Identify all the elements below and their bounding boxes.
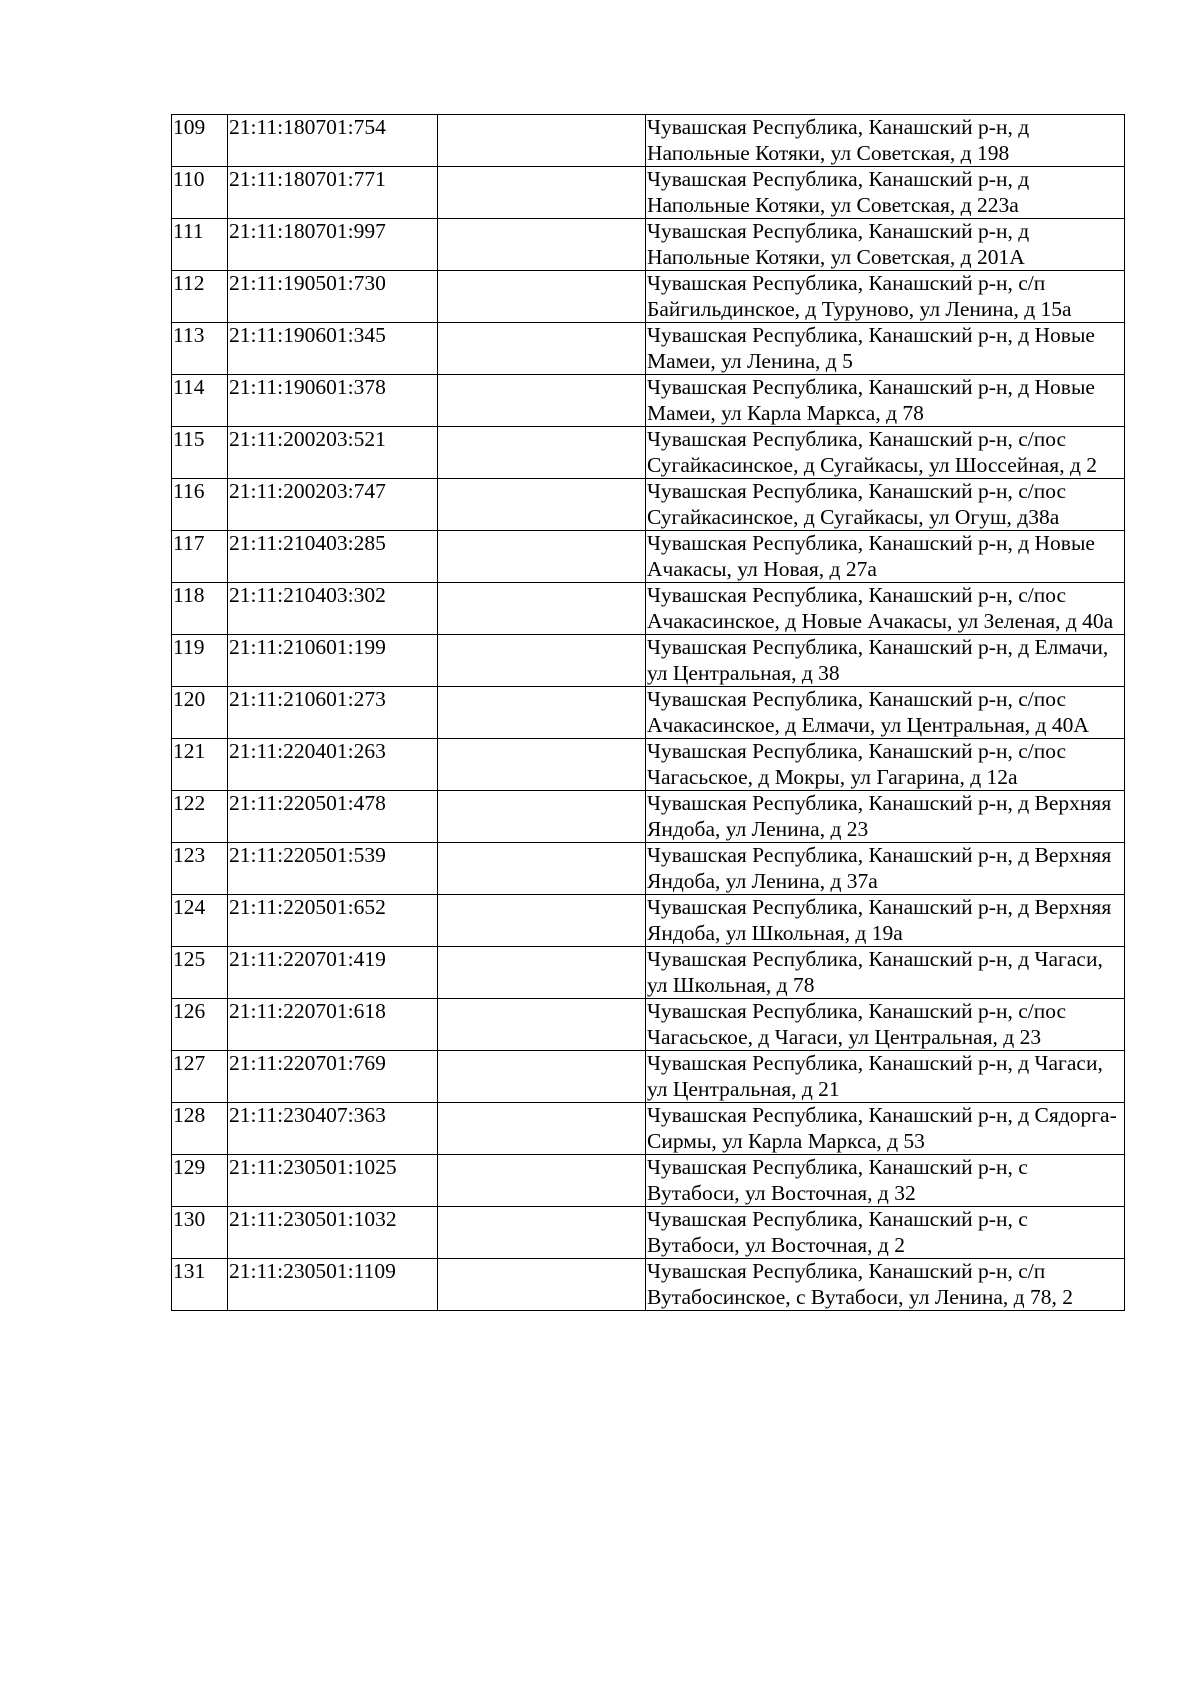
row-number-cell: 115 — [172, 427, 228, 479]
cadastral-number-cell: 21:11:210601:273 — [228, 687, 438, 739]
cadastral-number-cell: 21:11:230501:1025 — [228, 1155, 438, 1207]
row-number-cell: 117 — [172, 531, 228, 583]
cadastral-number-cell: 21:11:220401:263 — [228, 739, 438, 791]
row-number-cell: 111 — [172, 219, 228, 271]
empty-cell — [438, 167, 646, 219]
address-cell: Чувашская Республика, Канашский р-н, д Сядорга-Сирмы, ул Карла Маркса, д 53 — [646, 1103, 1125, 1155]
address-cell: Чувашская Республика, Канашский р-н, с Вутабоси, ул Восточная, д 2 — [646, 1207, 1125, 1259]
empty-cell — [438, 219, 646, 271]
address-cell: Чувашская Республика, Канашский р-н, с/пос Сугайкасинское, д Сугайкасы, ул Шоссейная, д 2 — [646, 427, 1125, 479]
cadastral-number-cell: 21:11:190601:345 — [228, 323, 438, 375]
cadastral-number-cell: 21:11:230407:363 — [228, 1103, 438, 1155]
table-row — [172, 947, 1125, 999]
row-number-cell: 123 — [172, 843, 228, 895]
cadastral-number-cell: 21:11:230501:1109 — [228, 1259, 438, 1311]
cadastral-number-cell: 21:11:190601:378 — [228, 375, 438, 427]
address-cell: Чувашская Республика, Канашский р-н, д Новые Мамеи, ул Ленина, д 5 — [646, 323, 1125, 375]
empty-cell — [438, 479, 646, 531]
empty-cell — [438, 1103, 646, 1155]
address-cell: Чувашская Республика, Канашский р-н, с/п Вутабосинское, с Вутабоси, ул Ленина, д 78, 2 — [646, 1259, 1125, 1311]
row-number-cell: 110 — [172, 167, 228, 219]
empty-cell — [438, 531, 646, 583]
table-row — [172, 1259, 1125, 1311]
row-number-cell: 130 — [172, 1207, 228, 1259]
empty-cell — [438, 999, 646, 1051]
empty-cell — [438, 687, 646, 739]
row-number-cell: 119 — [172, 635, 228, 687]
address-cell: Чувашская Республика, Канашский р-н, с Вутабоси, ул Восточная, д 32 — [646, 1155, 1125, 1207]
row-number-cell: 125 — [172, 947, 228, 999]
cadastral-number-cell: 21:11:220501:652 — [228, 895, 438, 947]
cadastral-number-cell: 21:11:200203:747 — [228, 479, 438, 531]
row-number-cell: 118 — [172, 583, 228, 635]
property-table — [171, 114, 1125, 1311]
empty-cell — [438, 427, 646, 479]
address-cell: Чувашская Республика, Канашский р-н, д Верхняя Яндоба, ул Ленина, д 23 — [646, 791, 1125, 843]
cadastral-number-cell: 21:11:230501:1032 — [228, 1207, 438, 1259]
table-row — [172, 1103, 1125, 1155]
row-number-cell: 128 — [172, 1103, 228, 1155]
table-row — [172, 739, 1125, 791]
address-cell: Чувашская Республика, Канашский р-н, д Напольные Котяки, ул Советская, д 201А — [646, 219, 1125, 271]
empty-cell — [438, 583, 646, 635]
table-row — [172, 999, 1125, 1051]
address-cell: Чувашская Республика, Канашский р-н, д Новые Мамеи, ул Карла Маркса, д 78 — [646, 375, 1125, 427]
cadastral-number-cell: 21:11:220701:618 — [228, 999, 438, 1051]
address-cell: Чувашская Республика, Канашский р-н, д Напольные Котяки, ул Советская, д 198 — [646, 115, 1125, 167]
empty-cell — [438, 115, 646, 167]
empty-cell — [438, 1051, 646, 1103]
table-row — [172, 531, 1125, 583]
cadastral-number-cell: 21:11:200203:521 — [228, 427, 438, 479]
empty-cell — [438, 791, 646, 843]
row-number-cell: 109 — [172, 115, 228, 167]
table-row — [172, 323, 1125, 375]
empty-cell — [438, 895, 646, 947]
table-row — [172, 115, 1125, 167]
table-row — [172, 479, 1125, 531]
empty-cell — [438, 1155, 646, 1207]
row-number-cell: 114 — [172, 375, 228, 427]
address-cell: Чувашская Республика, Канашский р-н, с/пос Ачакасинское, д Новые Ачакасы, ул Зеленая, д 40а — [646, 583, 1125, 635]
address-cell: Чувашская Республика, Канашский р-н, д Новые Ачакасы, ул Новая, д 27а — [646, 531, 1125, 583]
table-row — [172, 271, 1125, 323]
table-row — [172, 1155, 1125, 1207]
row-number-cell: 126 — [172, 999, 228, 1051]
cadastral-number-cell: 21:11:180701:997 — [228, 219, 438, 271]
table-row — [172, 375, 1125, 427]
address-cell: Чувашская Республика, Канашский р-н, д Напольные Котяки, ул Советская, д 223а — [646, 167, 1125, 219]
empty-cell — [438, 271, 646, 323]
table-row — [172, 635, 1125, 687]
cadastral-number-cell: 21:11:180701:771 — [228, 167, 438, 219]
address-cell: Чувашская Республика, Канашский р-н, с/пос Чагасьское, д Чагаси, ул Центральная, д 23 — [646, 999, 1125, 1051]
empty-cell — [438, 375, 646, 427]
table-row — [172, 583, 1125, 635]
cadastral-number-cell: 21:11:210403:285 — [228, 531, 438, 583]
row-number-cell: 131 — [172, 1259, 228, 1311]
empty-cell — [438, 635, 646, 687]
row-number-cell: 120 — [172, 687, 228, 739]
empty-cell — [438, 947, 646, 999]
row-number-cell: 121 — [172, 739, 228, 791]
table-row — [172, 1207, 1125, 1259]
address-cell: Чувашская Республика, Канашский р-н, с/пос Сугайкасинское, д Сугайкасы, ул Огуш, д38а — [646, 479, 1125, 531]
table-row — [172, 687, 1125, 739]
empty-cell — [438, 739, 646, 791]
address-cell: Чувашская Республика, Канашский р-н, д Елмачи, ул Центральная, д 38 — [646, 635, 1125, 687]
table-row — [172, 427, 1125, 479]
row-number-cell: 129 — [172, 1155, 228, 1207]
cadastral-number-cell: 21:11:220501:539 — [228, 843, 438, 895]
cadastral-number-cell: 21:11:220701:419 — [228, 947, 438, 999]
address-cell: Чувашская Республика, Канашский р-н, с/пос Ачакасинское, д Елмачи, ул Центральная, д 40А — [646, 687, 1125, 739]
empty-cell — [438, 1259, 646, 1311]
empty-cell — [438, 843, 646, 895]
table-row — [172, 843, 1125, 895]
address-cell: Чувашская Республика, Канашский р-н, с/п Байгильдинское, д Туруново, ул Ленина, д 15а — [646, 271, 1125, 323]
table-row — [172, 791, 1125, 843]
cadastral-number-cell: 21:11:190501:730 — [228, 271, 438, 323]
address-cell: Чувашская Республика, Канашский р-н, д Чагаси, ул Школьная, д 78 — [646, 947, 1125, 999]
cadastral-number-cell: 21:11:210403:302 — [228, 583, 438, 635]
empty-cell — [438, 1207, 646, 1259]
cadastral-number-cell: 21:11:220501:478 — [228, 791, 438, 843]
table-row — [172, 219, 1125, 271]
address-cell: Чувашская Республика, Канашский р-н, д Чагаси, ул Центральная, д 21 — [646, 1051, 1125, 1103]
cadastral-number-cell: 21:11:180701:754 — [228, 115, 438, 167]
cadastral-number-cell: 21:11:210601:199 — [228, 635, 438, 687]
row-number-cell: 112 — [172, 271, 228, 323]
table-row — [172, 167, 1125, 219]
empty-cell — [438, 323, 646, 375]
table-row — [172, 1051, 1125, 1103]
row-number-cell: 124 — [172, 895, 228, 947]
row-number-cell: 113 — [172, 323, 228, 375]
row-number-cell: 122 — [172, 791, 228, 843]
table-row — [172, 895, 1125, 947]
row-number-cell: 127 — [172, 1051, 228, 1103]
row-number-cell: 116 — [172, 479, 228, 531]
address-cell: Чувашская Республика, Канашский р-н, с/пос Чагасьское, д Мокры, ул Гагарина, д 12а — [646, 739, 1125, 791]
address-cell: Чувашская Республика, Канашский р-н, д Верхняя Яндоба, ул Ленина, д 37а — [646, 843, 1125, 895]
table-body — [172, 115, 1125, 1311]
cadastral-number-cell: 21:11:220701:769 — [228, 1051, 438, 1103]
address-cell: Чувашская Республика, Канашский р-н, д Верхняя Яндоба, ул Школьная, д 19а — [646, 895, 1125, 947]
